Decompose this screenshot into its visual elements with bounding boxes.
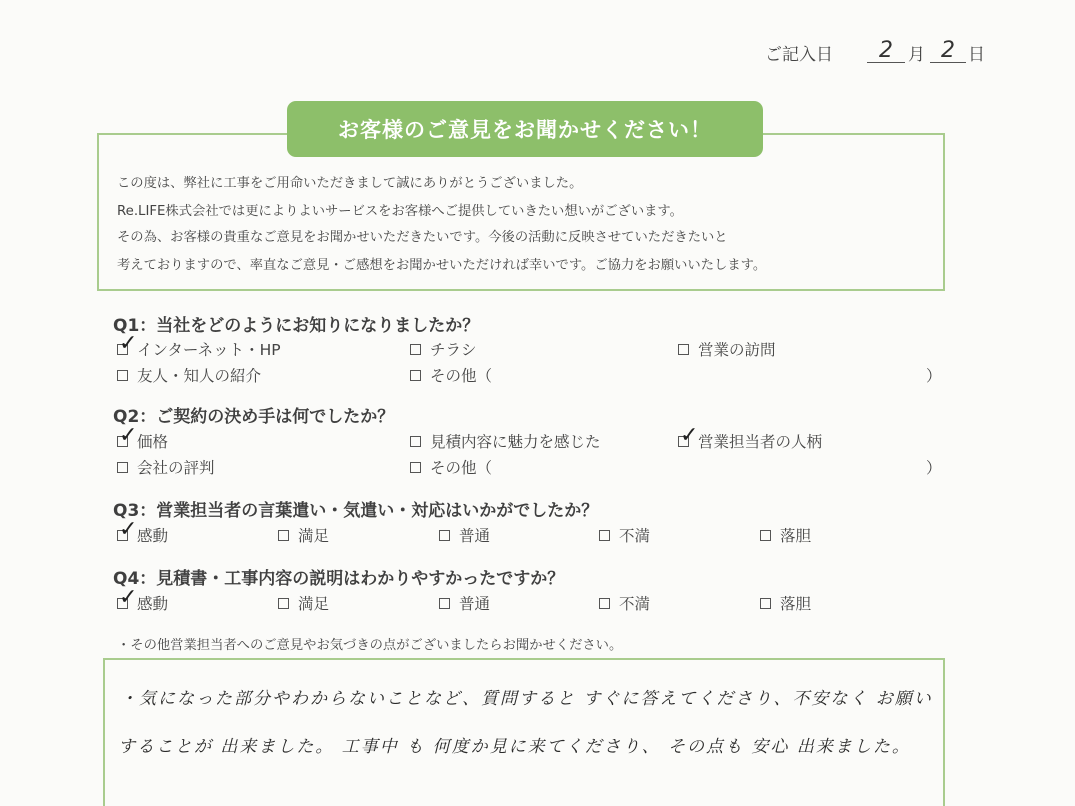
q3-option-average[interactable] [439,524,490,546]
date-label: ご記入日 [765,45,833,65]
checkbox[interactable] [117,330,138,356]
q3-option-dissatisfied[interactable] [599,524,650,546]
survey-title: お客様のご意見をお聞かせください！ [287,101,763,157]
q1-option-referral[interactable] [117,364,261,386]
option-label: 見積内容に魅力を感じた [430,433,601,451]
month-unit: 月 [908,45,925,65]
checkbox[interactable] [678,344,689,355]
checkbox[interactable] [410,344,421,355]
option-label: 満足 [298,595,330,613]
option-label: 営業担当者の人柄 [698,433,823,451]
checkbox[interactable] [760,598,771,609]
q1-option-sales-visit[interactable] [678,338,776,360]
q1-option-internet[interactable] [117,330,281,360]
option-label: 満足 [298,527,330,545]
checkbox[interactable] [117,516,138,542]
option-label: 会社の評判 [137,459,215,477]
q4-option-impressed[interactable] [117,584,169,614]
checkbox[interactable] [117,370,128,381]
q3-title: Q3：営業担当者の言葉遣い・気遣い・対応はいかがでしたか？ [113,501,599,521]
day-unit: 日 [968,45,985,65]
q2-option-estimate[interactable] [410,430,601,452]
q2-option-reputation[interactable] [117,456,215,478]
check-mark-icon: ✓ [680,422,699,448]
q4-title: Q4：見積書・工事内容の説明はわかりやすかったですか？ [113,569,565,589]
q3-option-impressed[interactable] [117,516,169,546]
checkbox[interactable] [678,422,699,448]
q2-option-price[interactable] [117,422,169,452]
month-field[interactable]: 2 [867,38,905,63]
option-label: 感動 [137,595,169,613]
checkbox[interactable] [410,436,421,447]
q1-title: Q1：当社をどのようにお知りになりましたか？ [113,316,480,336]
option-label: 営業の訪問 [698,341,776,359]
comment-line-2: することが 出来ました。 工事中 も 何度か見に来てくださり、 その点も 安心 出来ました。 [118,737,911,757]
option-label: 友人・知人の紹介 [137,367,262,385]
check-mark-icon: ✓ [119,330,138,356]
option-label: 不満 [619,527,651,545]
check-mark-icon: ✓ [119,584,138,610]
checkbox[interactable] [599,530,610,541]
checkbox[interactable] [278,598,289,609]
checkbox[interactable] [760,530,771,541]
checkbox[interactable] [278,530,289,541]
day-field[interactable]: 2 [930,38,966,63]
check-mark-icon: ✓ [119,516,138,542]
option-label: その他（ [430,459,493,477]
option-label: チラシ [430,341,477,359]
checkbox[interactable] [117,462,128,473]
checkbox[interactable] [117,422,138,448]
option-label: 不満 [619,595,651,613]
q2-other-close-paren: ） [926,459,942,477]
comment-prompt: ・その他営業担当者へのご意見やお気づきの点がございましたらお聞かせください。 [117,638,623,653]
checkbox[interactable] [439,598,450,609]
option-label: 落胆 [780,595,812,613]
q2-title: Q2：ご契約の決め手は何でしたか？ [113,407,395,427]
q4-option-satisfied[interactable] [278,592,329,614]
q3-option-disappointed[interactable] [760,524,811,546]
intro-line-3: その為、お客様の貴重なご意見をお聞かせいただきたいです。今後の活動に反映させていただきたいと [117,230,728,245]
checkbox[interactable] [117,584,138,610]
q2-option-personality[interactable] [678,422,823,452]
option-label: インターネット・HP [137,341,281,359]
check-mark-icon: ✓ [119,422,138,448]
checkbox[interactable] [410,462,421,473]
option-label: 普通 [459,527,491,545]
checkbox[interactable] [599,598,610,609]
q1-option-other[interactable] [410,364,492,386]
q1-other-close-paren: ） [926,367,942,385]
q4-option-dissatisfied[interactable] [599,592,650,614]
intro-line-4: 考えておりますので、率直なご意見・ご感想をお聞かせいただければ幸いです。ご協力をお願いいたします。 [117,258,767,273]
intro-line-1: この度は、弊社に工事をご用命いただきまして誠にありがとうございました。 [117,176,583,191]
q4-option-average[interactable] [439,592,490,614]
option-label: 落胆 [780,527,812,545]
q4-option-disappointed[interactable] [760,592,811,614]
option-label: その他（ [430,367,493,385]
option-label: 価格 [137,433,169,451]
comment-line-1: ・気になった部分やわからないことなど、質問すると すぐに答えてくださり、不安なく お願い [120,689,933,709]
intro-line-2: Re.LIFE株式会社では更によりよいサービスをお客様へご提供していきたい想いがございます。 [117,204,683,219]
option-label: 普通 [459,595,491,613]
q1-option-flyer[interactable] [410,338,477,360]
checkbox[interactable] [410,370,421,381]
q2-option-other[interactable] [410,456,492,478]
q3-option-satisfied[interactable] [278,524,329,546]
option-label: 感動 [137,527,169,545]
checkbox[interactable] [439,530,450,541]
